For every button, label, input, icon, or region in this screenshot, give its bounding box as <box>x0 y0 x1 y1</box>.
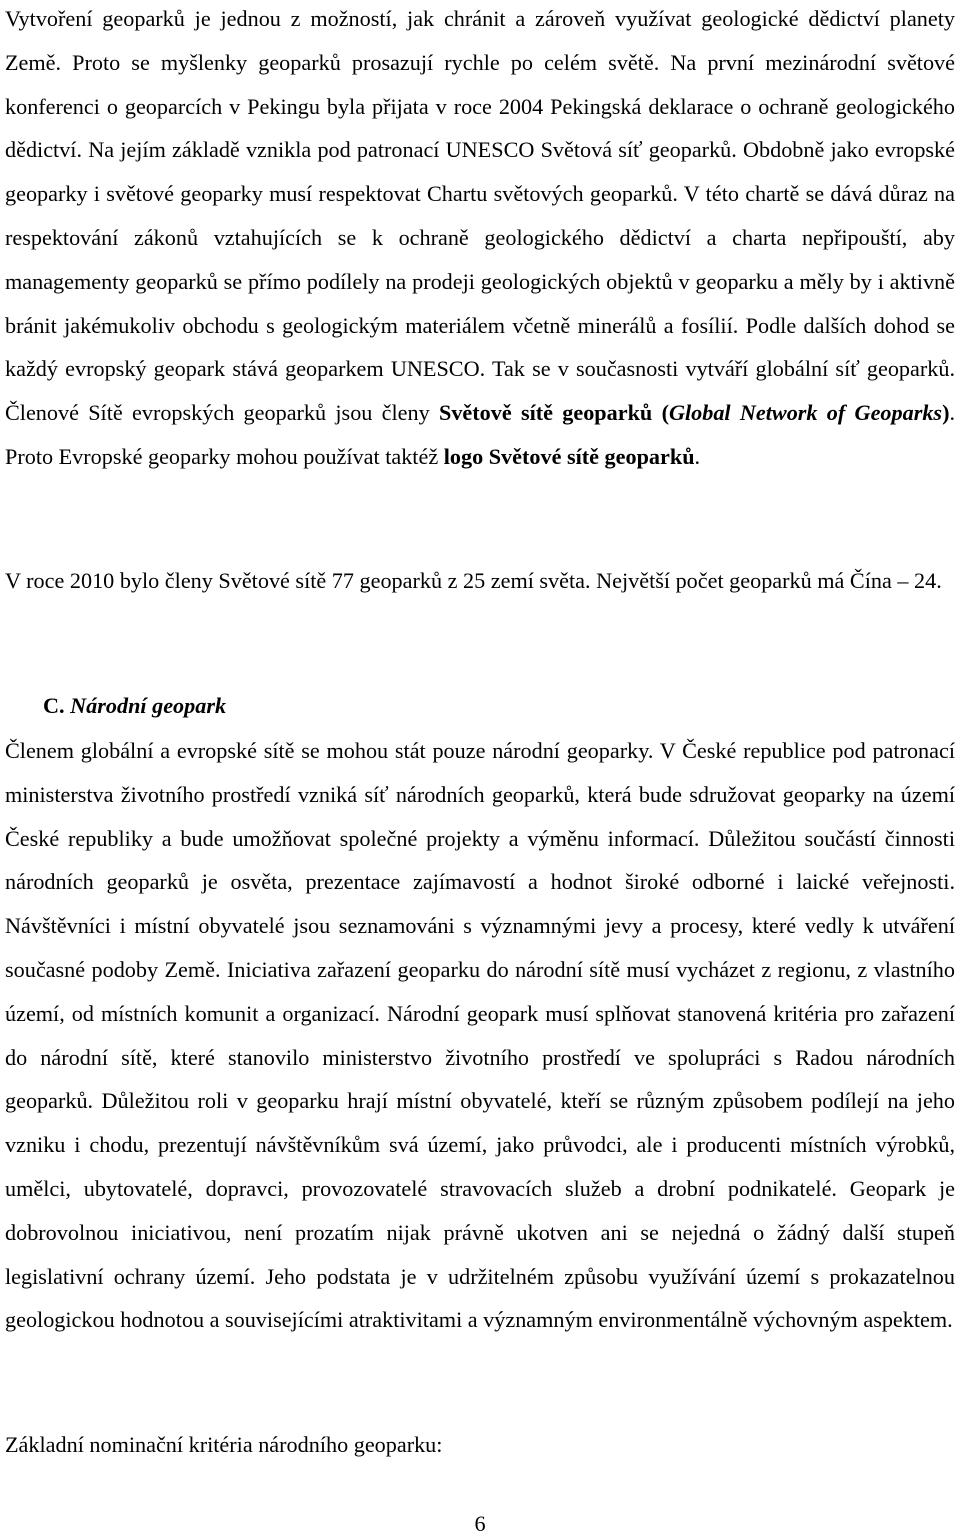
paragraph-national-geopark: Členem globální a evropské sítě se mohou stát pouze národní geoparky. V České republice pod patronací ministerstva životního prostředí vzniká síť národních geoparků, která bude sdružovat geoparky na území České republiky a bude umožňovat společné projekty a výměnu informací. Důležitou součástí činnosti národních geoparků je osvěta, prezentace zajímavostí a hodnot široké odborné i laické veřejnosti. Návštěvníci i místní obyvatelé jsou seznamováni s významnými jevy a procesy, které vedly k utváření současné podoby Země. Iniciativa zařazení geoparku do národní sítě musí vycházet z regionu, z vlastního území, od místních komunit a organizací. Národní geopark musí splňovat stanovená kritéria pro zařazení do národní sítě, které stanovilo ministerstvo životního prostředí ve spolupráci s Radou národních geoparků. Důležitou roli v geoparku hrají místní obyvatelé, kteří se různým způsobem podílejí na jeho vzniku i chodu, prezentují návštěvníkům svá území, jako průvodci, ale i producenti místních výrobků, umělci, ubytovatelé, dopravci, provozovatelé stravovacích služeb a drobní podnikatelé. Geopark je dobrovolnou iniciativou, není prozatím nijak právně ukotven ani se nejedná o žádný další stupeň legislativní ochrany území. Jeho podstata je v udržitelném způsobu využívání území s prokazatelnou geologickou hodnotou a souvisejícími atraktivitami a významným environmentálně výchovným aspektem. <box>5 738 955 1333</box>
paragraph-text <box>652 400 661 425</box>
document-page <box>5 0 955 1537</box>
paragraph-text: . <box>694 443 701 469</box>
page-number: 6 <box>474 1511 486 1536</box>
bold-italic-wrapper <box>669 400 942 425</box>
section-title: Národní geopark <box>70 693 227 718</box>
paragraph-world-geoparks <box>5 0 955 479</box>
section-label: C. <box>43 693 65 718</box>
section-heading-national-geopark <box>43 684 226 728</box>
paragraph-text: . Proto Evropské geoparky mohou používat taktéž <box>5 400 956 469</box>
italic-term-global-network: Global Network of Geoparks <box>668 400 943 426</box>
bold-paren-open: ( <box>661 400 669 426</box>
bold-paren-close: ) <box>942 400 950 426</box>
paragraph-members-2010: V roce 2010 bylo členy Světové sítě 77 geoparků z 25 zemí světa. Největší počet geoparků má Čína – 24. <box>5 568 942 593</box>
bold-term-logo: logo Světové sítě geoparků <box>443 443 695 469</box>
bold-term-world-network: Světově sítě geoparků <box>438 400 653 426</box>
paragraph-nomination-criteria: Základní nominační kritéria národního geoparku: <box>5 1432 443 1457</box>
paragraph-text: Vytvoření geoparků je jednou z možností, jak chránit a zároveň využívat geologické dědictví planety Země. Proto se myšlenky geoparků prosazují rychle po celém světě. Na první mezinárodní světové konferenci o geoparcích v Pekingu byla přijata v roce 2004 Pekingská deklarace o ochraně geologického dědictví. Na jejím základě vznikla pod patronací UNESCO Světová síť geoparků. Obdobně jako evropské geoparky i světové geoparky musí respektovat Chartu světových geoparků. V této chartě se dává důraz na respektování zákonů vztahujících se k ochraně geologického dědictví a charta nepřipouští, aby managementy geoparků se přímo podílely na prodeji geologických objektů v geoparku a měly by i aktivně bránit jakémukoliv obchodu s geologickým materiálem včetně minerálů a fosílií. Podle dalších dohod se každý evropský geopark stává geoparkem UNESCO. Tak se v současnosti vytváří globální síť geoparků. Členové Sítě evropských geoparků jsou členy <box>5 6 955 426</box>
